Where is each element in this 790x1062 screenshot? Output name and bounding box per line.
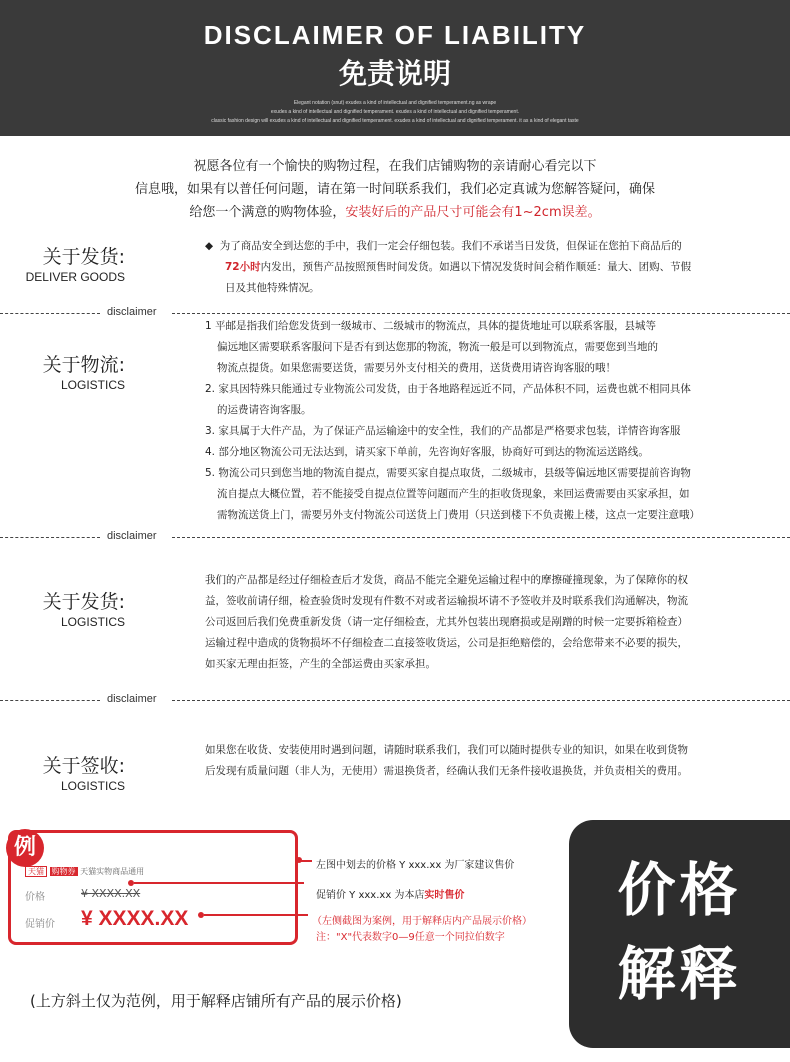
section-title-cn: 关于发货: (42, 246, 125, 268)
note-promo-a: 促销价 Y xxx.xx 为本店 (316, 890, 425, 901)
intro-line-3 (0, 201, 790, 224)
header-banner (0, 0, 790, 136)
section-logistics-text (205, 316, 780, 526)
intro-text (0, 155, 790, 224)
shipping-line: 我们的产品都是经过仔细检查后才发货，商品不能完全避免运输过程中的摩擦碰撞现象，为了保障你的权 (205, 574, 688, 586)
intro-line-1: 祝愿各位有一个愉快的购物过程，在我们店铺购物的亲请耐心看完以下 (193, 159, 597, 174)
arrow-line (300, 860, 312, 862)
section-logistics-title (0, 350, 125, 392)
intro-line-3b: 安装好后的产品尺寸可能会有1~2cm误差。 (345, 205, 601, 220)
note-promo-b: 实时售价 (424, 890, 465, 901)
shipping-line: 益，签收前请仔细，检查验货时发现有件数不对或者运输损坏请不予签收并及时联系我们沟通解决，物流 (205, 595, 688, 607)
title-cn: 免责说明 (338, 57, 451, 90)
shipping-line: 公司返回后我们免费重新发货（请一定仔细检查，尤其外包装出现磨损或是剐蹭的时候一定要拆箱检查） (205, 616, 688, 628)
logistics-item: 2. 家具因特殊只能通过专业物流公司发货，由于各地路程远近不同，产品体积不同，运费也就不相同具体 (205, 383, 691, 395)
logistics-item: 需物流送货上门，需要另外支付物流公司送货上门费用（只送到楼下不负责搬上楼，这点一定要注意哦） (217, 509, 700, 521)
price-value: ¥ XXXX.XX (81, 887, 141, 900)
logistics-item: 4. 部分地区物流公司无法达到，请买家下单前，先咨询好客服，协商好可到达的物流运送路线。 (205, 446, 649, 458)
coupon-tag: 购物券 (51, 867, 76, 876)
store-tags (25, 866, 144, 877)
price-label: 价格 (25, 892, 45, 903)
logistics-item: 流自提点大概位置，若不能接受自提点位置等问题而产生的拒收货现象，来回运费需要由买家承担，如 (217, 488, 690, 500)
shipping-line: 如买家无理由拒签，产生的全部运费由买家承担。 (205, 658, 436, 670)
price-example-box (8, 830, 298, 945)
section-title-en: DELIVER GOODS (25, 270, 125, 284)
divider (0, 693, 790, 707)
logistics-item: 偏远地区需要联系客服问下是否有到达您那的物流，物流一般是可以到物流点，需要您到当地的 (217, 341, 658, 353)
deliver-line-3: 日及其他特殊情况。 (225, 282, 320, 294)
logistics-item: 5. 物流公司只到您当地的物流自提点，需要买家自提点取货，二级城市，县级等偏远地区需要提前咨询物 (205, 467, 691, 479)
receipt-line: 后发现有质量问题（非人为，无使用）需退换货者，经确认我们无条件接收退换货，并负责相关的费用。 (205, 765, 688, 777)
logistics-item: 3. 家具属于大件产品，为了保证产品运输途中的安全性，我们的产品都是严格要求包装，详情咨询客服 (205, 425, 681, 437)
section-title-en: LOGISTICS (60, 615, 125, 629)
intro-line-3a: 给您一个满意的购物体验， (189, 205, 346, 220)
tagline-3: classic fashion design will exudes a kind of intellectual and dignified temperament. exudes a kind of intellectual and dignified temperament. it as a kind of elegant taste (211, 118, 579, 124)
price-explanation-block (569, 820, 790, 1048)
deliver-text-a: 为了商品安全到达您的手中，我们一定会仔细包装。我们不承诺当日发货，但保证在您拍下商品后的 (219, 240, 682, 252)
tmall-tag: 天猫 (25, 866, 47, 877)
note-original-price: 左图中划去的价格 Y xxx.xx 为厂家建议售价 (316, 860, 515, 871)
note-promo-price (316, 886, 464, 901)
example-badge: 例 (6, 829, 44, 867)
receipt-line: 如果您在收货、安装使用时遇到问题，请随时联系我们，我们可以随时提供专业的知识，如果在收到货物 (205, 744, 688, 756)
promo-value: ¥ XXXX.XX (81, 907, 189, 930)
section-receipt-text (205, 740, 775, 782)
store-text: 天猫实物商品通用 (80, 867, 145, 876)
divider-label: disclaimer (107, 693, 157, 705)
note-example: （左侧截图为案例，用于解释店内产品展示价格） (312, 916, 532, 927)
deliver-highlight: 72小时 (225, 261, 261, 273)
promo-label: 促销价 (25, 919, 55, 930)
section-title-cn: 关于发货: (42, 591, 125, 613)
deliver-line-1 (205, 236, 770, 257)
shipping-line: 运输过程中造成的货物损坏不仔细检查二直接签收货运，公司是拒绝赔偿的，会给您带来不必要的损失， (205, 637, 688, 649)
logistics-item: 的运费请咨询客服。 (217, 404, 312, 416)
arrow-line (204, 914, 308, 916)
diamond-bullet-icon: ◆ (205, 240, 214, 252)
logistics-item: 物流点提货。如果您需要送货，需要另外支付相关的费用，送货费用请咨询客服的哦！ (217, 362, 616, 374)
price-block-line-1: 价格 (617, 856, 742, 924)
divider (0, 530, 790, 544)
note-digits: 注："X"代表数字0—9任意一个同拉伯数字 (316, 932, 505, 943)
section-title-cn: 关于签收: (42, 755, 125, 777)
price-block-line-2: 解释 (617, 940, 742, 1008)
section-shipping-text (205, 570, 775, 675)
deliver-line-2 (205, 257, 770, 278)
title-en: DISCLAIMER OF LIABILITY (203, 20, 587, 50)
section-deliver-text (205, 236, 770, 299)
section-deliver-title (0, 242, 125, 284)
tagline-2: exudes a kind of intellectual and dignified temperament. exudes a kind of intellectual and dignified temperament. (270, 109, 520, 115)
intro-line-2: 信息哦，如果有以普任何问题，请在第一时间联系我们，我们必定真诚为您解答疑问，确保 (134, 182, 655, 197)
deliver-text-b: 内发出，预售产品按照预售时间发货。如遇以下情况发货时间会稍作顺延：量大、团购、节假 (260, 261, 692, 273)
section-shipping-title (0, 587, 125, 629)
section-title-cn: 关于物流: (42, 354, 125, 376)
logistics-item: 1 平邮是指我们给您发货到一级城市、二级城市的物流点，具体的提货地址可以联系客服，县城等 (205, 320, 657, 332)
section-title-en: LOGISTICS (60, 378, 125, 392)
arrow-line (134, 882, 304, 884)
divider-label: disclaimer (107, 530, 157, 542)
section-receipt-title (0, 751, 125, 793)
section-title-en: LOGISTICS (60, 779, 125, 793)
divider-label: disclaimer (107, 306, 157, 318)
tagline-1: Elegant notation (snut) exudes a kind of intellectual and dignified temperament.ng as wrape (293, 100, 497, 106)
bottom-note: (上方斜土仅为范例，用于解释店铺所有产品的展示价格) (30, 992, 402, 1010)
